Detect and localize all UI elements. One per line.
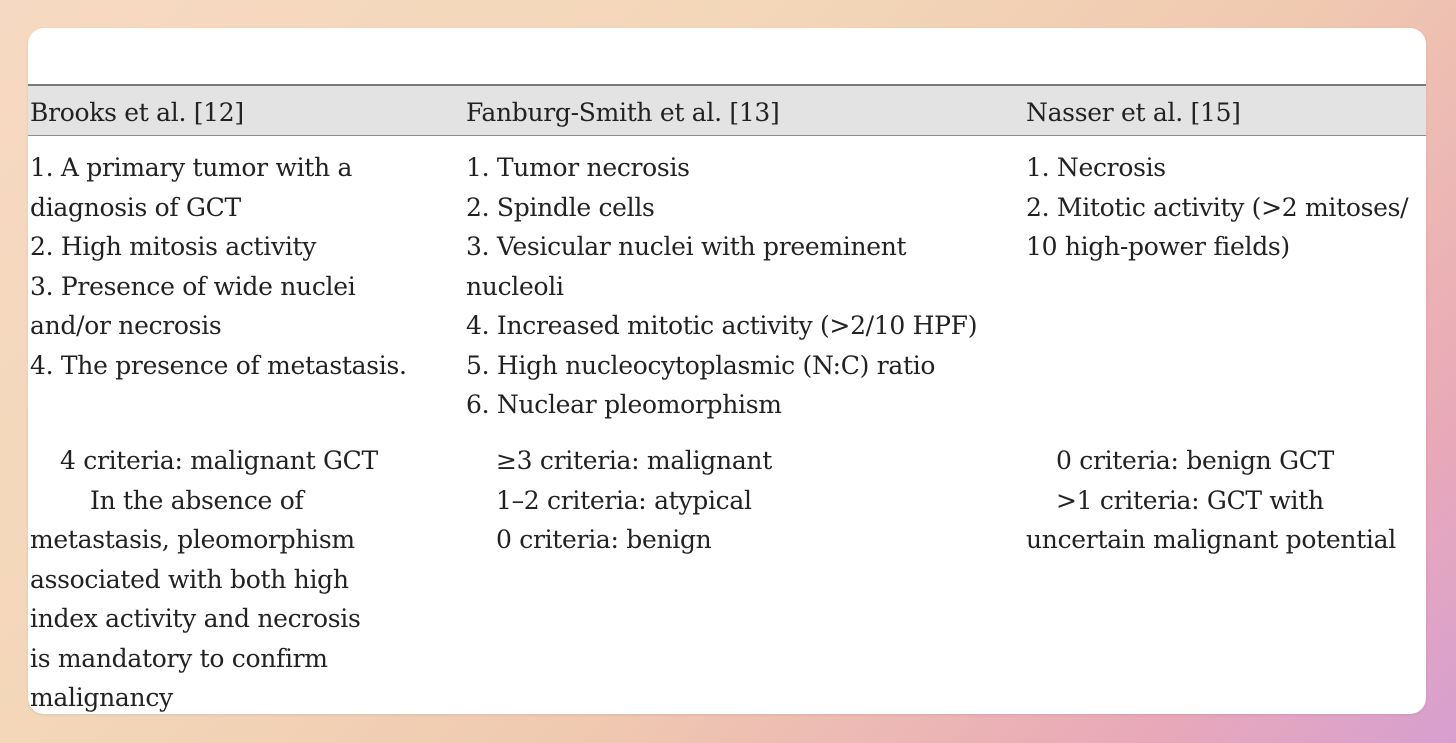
header-nasser: Nasser et al. [15] xyxy=(1026,98,1241,127)
summary-line: associated with both high xyxy=(30,564,349,594)
criteria-line: 3. Presence of wide nuclei xyxy=(30,271,356,301)
criteria-line: 3. Vesicular nuclei with preeminent xyxy=(466,232,907,261)
summary-line: metastasis, pleomorphism xyxy=(30,525,355,554)
summary-line: uncertain malignant potential xyxy=(1026,525,1396,554)
criteria-line: 10 high-power fields) xyxy=(1026,232,1290,261)
summary-line: In the absence of xyxy=(90,485,304,515)
summary-list-fanburg-smith xyxy=(466,441,1006,560)
summary-list-nasser xyxy=(1026,441,1426,560)
summary-line: is mandatory to confirm xyxy=(30,643,328,673)
summary-line: >1 criteria: GCT with xyxy=(1056,485,1324,515)
criteria-line: 2. High mitosis activity xyxy=(30,232,317,261)
criteria-line: nucleoli xyxy=(466,271,564,301)
document-card xyxy=(28,28,1426,714)
summary-line: 4 criteria: malignant GCT xyxy=(60,446,378,475)
criteria-line: 4. Increased mitotic activity (>2/10 HPF) xyxy=(466,311,978,340)
criteria-line: 6. Nuclear pleomorphism xyxy=(466,390,782,419)
summary-line: 0 criteria: benign xyxy=(496,525,712,554)
criteria-line: 2. Spindle cells xyxy=(466,192,655,222)
criteria-line: 2. Mitotic activity (>2 mitoses/ xyxy=(1026,192,1409,222)
summary-line: malignancy xyxy=(30,683,173,712)
criteria-line: 5. High nucleocytoplasmic (N:C) ratio xyxy=(466,350,936,380)
criteria-line: 1. Necrosis xyxy=(1026,153,1166,182)
criteria-list-brooks xyxy=(30,148,450,385)
summary-line: 1–2 criteria: atypical xyxy=(496,485,752,515)
criteria-line: and/or necrosis xyxy=(30,311,222,340)
criteria-line: diagnosis of GCT xyxy=(30,192,241,222)
summary-line: ≥3 criteria: malignant xyxy=(496,446,772,475)
header-brooks: Brooks et al. [12] xyxy=(30,98,244,127)
criteria-list-nasser xyxy=(1026,148,1426,267)
header-fanburg-smith: Fanburg-Smith et al. [13] xyxy=(466,98,780,127)
criteria-list-fanburg-smith xyxy=(466,148,1006,425)
criteria-line: 1. Tumor necrosis xyxy=(466,153,690,182)
summary-line: index activity and necrosis xyxy=(30,604,361,633)
criteria-line: 4. The presence of metastasis. xyxy=(30,350,407,380)
summary-line: 0 criteria: benign GCT xyxy=(1056,446,1334,475)
summary-list-brooks xyxy=(30,441,450,714)
criteria-line: 1. A primary tumor with a xyxy=(30,153,353,182)
